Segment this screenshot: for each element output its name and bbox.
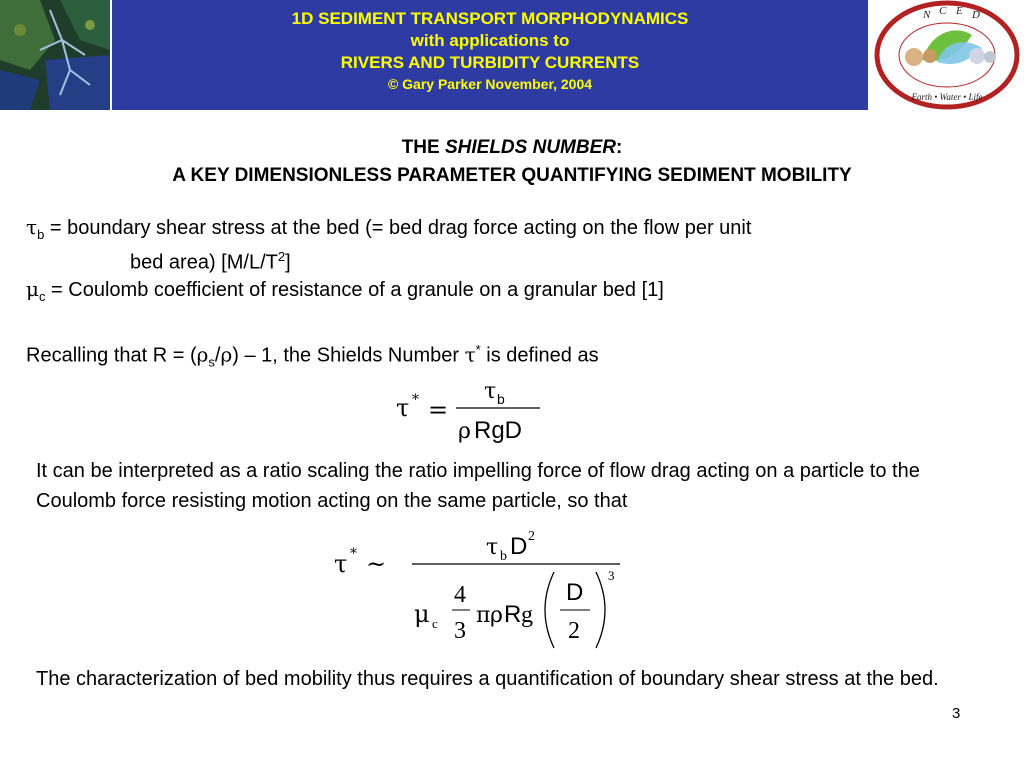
logo-letter-e: E <box>956 5 963 17</box>
eq2-frac-den: 3 <box>454 618 466 644</box>
eq2-power: 3 <box>608 568 615 583</box>
eq2-g: g <box>521 602 533 628</box>
tau-b-text2-end: ] <box>285 251 291 274</box>
star-sup: * <box>475 342 481 357</box>
eq2-inner-den: 2 <box>568 618 580 644</box>
rho-sub: s <box>208 354 215 370</box>
mu-sub: c <box>39 289 46 304</box>
course-title-line1: 1D SEDIMENT TRANSPORT MORPHODYNAMICS <box>291 9 689 28</box>
eq1-lhs-star: * <box>412 392 419 408</box>
title-emph: SHIELDS NUMBER <box>444 137 616 158</box>
eq2-lhs-tau: τ <box>334 550 348 578</box>
header-banner <box>0 0 1024 110</box>
slide-title <box>0 134 1024 190</box>
logo-letter-c: C <box>939 5 947 17</box>
recall-text1: Recalling that R = ( <box>26 344 197 367</box>
shields-equation <box>390 372 560 452</box>
tau-b-text1: = boundary shear stress at the bed (= bed drag force acting on the flow per unit <box>44 217 752 239</box>
recall-slash: / <box>214 344 221 367</box>
logo-motto: Earth • Water • Life <box>911 92 983 102</box>
eq2-sim: ~ <box>366 550 387 578</box>
eq2-num-d: D <box>510 533 528 560</box>
def-mu-c <box>26 274 664 312</box>
eq2-right-paren <box>596 572 605 648</box>
eq1-lhs-tau: τ <box>396 394 410 422</box>
tau-sub: b <box>37 227 45 242</box>
conclusion-text: The characterization of bed mobility thus requires a quantification of boundary shear stress at the bed. <box>36 668 939 690</box>
eq2-den-mu-sub: c <box>432 616 438 631</box>
rho-symbol: ρ <box>196 342 209 367</box>
eq2-left-paren <box>545 572 554 648</box>
eq2-frac-num: 4 <box>454 582 466 608</box>
eq2-lhs-star: * <box>350 546 357 562</box>
eq1-num-tau: τ <box>484 379 497 404</box>
page-number: 3 <box>952 705 961 722</box>
eq2-pi: π <box>476 603 491 628</box>
eq2-num-tau: τ <box>486 535 499 560</box>
recall-text3: is defined as <box>480 344 599 367</box>
eq1-num-sub: b <box>497 391 505 407</box>
tau-star-symbol: τ <box>464 342 476 367</box>
title-suffix: : <box>615 137 623 158</box>
eq2-r: R <box>504 601 522 628</box>
tau-symbol: τ <box>26 215 38 239</box>
eq2-den-mu: μ <box>414 600 430 628</box>
eq1-den-rho: ρ <box>458 419 471 444</box>
course-title <box>112 8 868 94</box>
tau-b-text2: bed area) [M/L/T <box>130 251 278 274</box>
title-prefix: THE <box>401 137 445 158</box>
logo-letter-n: N <box>923 9 931 21</box>
course-title-line2: with applications to <box>410 31 570 50</box>
interpretation-text: It can be interpreted as a ratio scaling the ratio impelling force of flow drag acting on a particle to the Coulomb force resisting motion acting on the same particle, so that <box>36 460 920 512</box>
mu-c-text: = Coulomb coefficient of resistance of a granule on a granular bed [1] <box>45 279 664 301</box>
course-title-line3: RIVERS AND TURBIDITY CURRENTS <box>340 53 640 72</box>
satellite-image <box>0 0 110 110</box>
eq2-rho: ρ <box>490 603 503 628</box>
eq2-num-exp: 2 <box>528 529 535 544</box>
tau-b-sup: 2 <box>277 249 286 264</box>
copyright-line: © Gary Parker November, 2004 <box>387 76 593 92</box>
title-line2: A KEY DIMENSIONLESS PARAMETER QUANTIFYING SEDIMENT MOBILITY <box>172 165 852 186</box>
recall-text2: ) – 1, the Shields Number <box>232 344 465 367</box>
eq1-den-rest: RgD <box>474 417 523 444</box>
mu-symbol: μ <box>26 277 39 301</box>
nced-logo <box>872 0 1022 110</box>
logo-letter-d: D <box>972 9 980 21</box>
eq2-inner-num: D <box>566 579 584 606</box>
eq1-equals: = <box>428 396 449 424</box>
rho-symbol-2: ρ <box>220 342 233 367</box>
eq2-num-sub: b <box>500 549 507 564</box>
ratio-equation <box>330 518 630 658</box>
def-tau-b-cont <box>130 242 291 278</box>
